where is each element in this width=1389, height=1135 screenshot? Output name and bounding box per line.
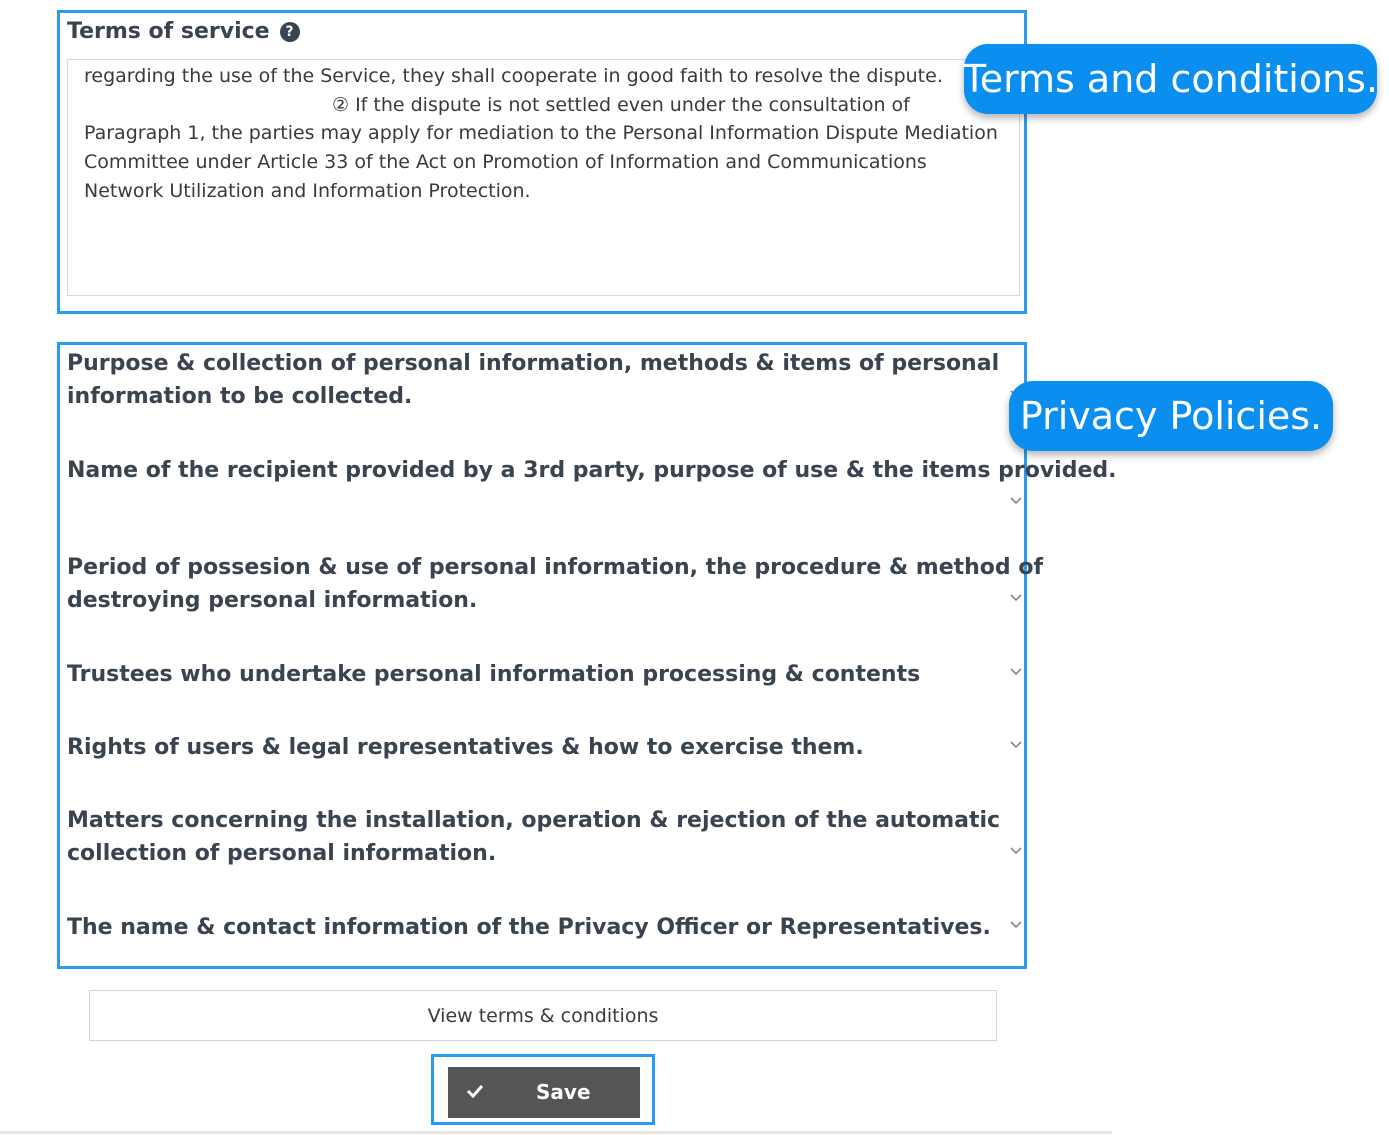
check-icon	[466, 1084, 484, 1098]
view-terms-button[interactable]: View terms & conditions	[89, 990, 997, 1041]
accordion-item-trustees[interactable]	[67, 658, 1022, 691]
accordion-item-title: collection of personal information.	[67, 841, 497, 866]
accordion-item-title: Rights of users & legal representatives & how to exercise them.	[67, 735, 864, 760]
accordion-item-title: The name & contact information of the Privacy Officer or Representatives.	[67, 915, 991, 940]
privacy-callout-label: Privacy Policies.	[1009, 381, 1333, 451]
accordion-item-title: Trustees who undertake personal information processing & contents	[67, 662, 921, 687]
accordion-item-cookies[interactable]	[67, 804, 1022, 870]
terms-text-line: Committee under Article 33 of the Act on Promotion of Information and Communications	[84, 151, 927, 174]
accordion-item-third-party[interactable]	[67, 454, 1117, 520]
accordion-item-title: Period of possesion & use of personal information, the procedure & method of	[67, 555, 1044, 580]
accordion-item-title: Purpose & collection of personal information, methods & items of personal	[67, 351, 1000, 376]
chevron-down-icon	[1010, 741, 1022, 749]
save-button-label: Save	[536, 1080, 591, 1104]
chevron-down-icon	[1010, 668, 1022, 676]
help-icon[interactable]: ?	[280, 22, 300, 42]
accordion-item-title: Matters concerning the installation, operation & rejection of the automatic	[67, 808, 1001, 833]
accordion-item-collection[interactable]	[67, 347, 1022, 413]
terms-of-service-heading	[67, 19, 300, 44]
terms-text-line: Paragraph 1, the parties may apply for mediation to the Personal Information Dispute Mediation	[84, 122, 998, 145]
terms-text-line: ② If the dispute is not settled even under the consultation of	[332, 93, 910, 116]
chevron-down-icon	[1010, 497, 1022, 505]
save-button-highlight	[431, 1054, 655, 1125]
terms-text-line: regarding the use of the Service, they shall cooperate in good faith to resolve the dispute.	[84, 65, 943, 87]
accordion-item-user-rights[interactable]	[67, 731, 1022, 764]
terms-text-line: Network Utilization and Information Protection.	[84, 179, 531, 202]
accordion-item-privacy-officer[interactable]	[67, 911, 1022, 944]
chevron-down-icon	[1010, 847, 1022, 855]
accordion-item-title: Name of the recipient provided by a 3rd party, purpose of use & the items provided.	[67, 458, 1117, 483]
chevron-down-icon	[1010, 594, 1022, 602]
terms-of-service-title: Terms of service	[67, 19, 270, 44]
terms-of-service-section	[57, 10, 1027, 314]
chevron-down-icon	[1010, 921, 1022, 929]
accordion-item-retention[interactable]	[67, 551, 1044, 617]
terms-of-service-textarea[interactable]	[67, 59, 1020, 296]
divider	[0, 1131, 1112, 1134]
accordion-item-title: destroying personal information.	[67, 588, 478, 613]
terms-callout-label: Terms and conditions.	[964, 44, 1377, 114]
accordion-item-title: information to be collected.	[67, 384, 413, 409]
save-button[interactable]	[448, 1067, 640, 1118]
privacy-policies-section	[57, 342, 1117, 969]
